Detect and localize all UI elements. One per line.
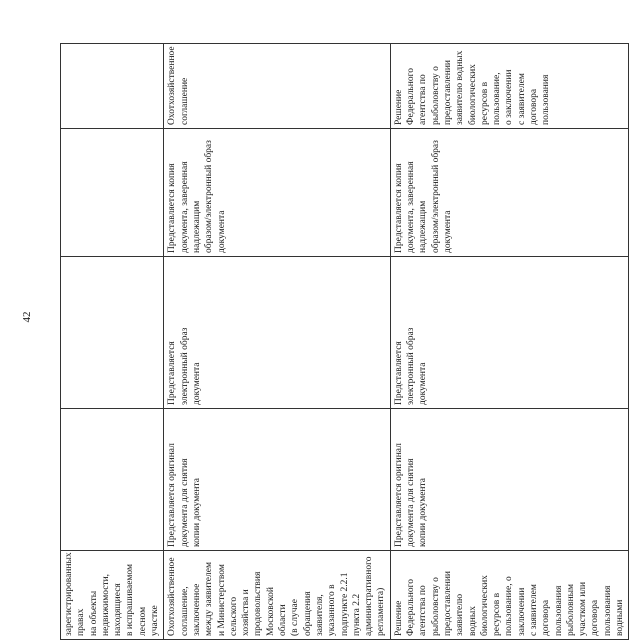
cell-document-details: Решение Федерального агентства по рыболовству о предоставлении заявителю водных биологических ресурсов в пользование, о заключении с заявителем договора пользования рыболовным участком или договора пользования водными [390, 551, 629, 640]
cell-document-details: Охотхозяйственное соглашение, заключенное между заявителем и Министерством сельского хозяйства и продовольствия Московской области (в случае обращения заявителя, указанного в подпункте 2.2.1 пункта 2.2 административного регламента) [164, 551, 390, 640]
cell-electronic-requirement: Представляется электронный образ документа [164, 257, 390, 409]
page-number: 42 [21, 311, 33, 323]
cell-copy-requirement: Представляется копия документа, заверенная надлежащим образом/электронный образ документа [390, 129, 629, 257]
table-row [164, 44, 390, 640]
cell-document-type [61, 44, 164, 129]
table-row [61, 44, 164, 640]
document-table [60, 43, 629, 640]
cell-copy-requirement: Представляется копия документа, заверенная надлежащим образом/электронный образ документа [164, 129, 390, 257]
table-row [390, 44, 629, 640]
cell-electronic-requirement: Представляется электронный образ документа [390, 257, 629, 409]
cell-original-requirement [61, 409, 164, 551]
cell-document-details: зарегистрированных правах на объекты недвижимости, находящиеся в испрашиваемом лесном участке [61, 551, 164, 640]
cell-copy-requirement [61, 129, 164, 257]
cell-electronic-requirement [61, 257, 164, 409]
cell-document-type: Решение Федерального агентства по рыболовству о предоставлении заявителю водных биологических ресурсов в пользование, о заключении с заявителем договора пользования [390, 44, 629, 129]
cell-original-requirement: Представляется оригинал документа для снятия копии документа [164, 409, 390, 551]
cell-document-type: Охотхозяйственное соглашение [164, 44, 390, 129]
cell-original-requirement: Представляется оригинал документа для снятия копии документа [390, 409, 629, 551]
